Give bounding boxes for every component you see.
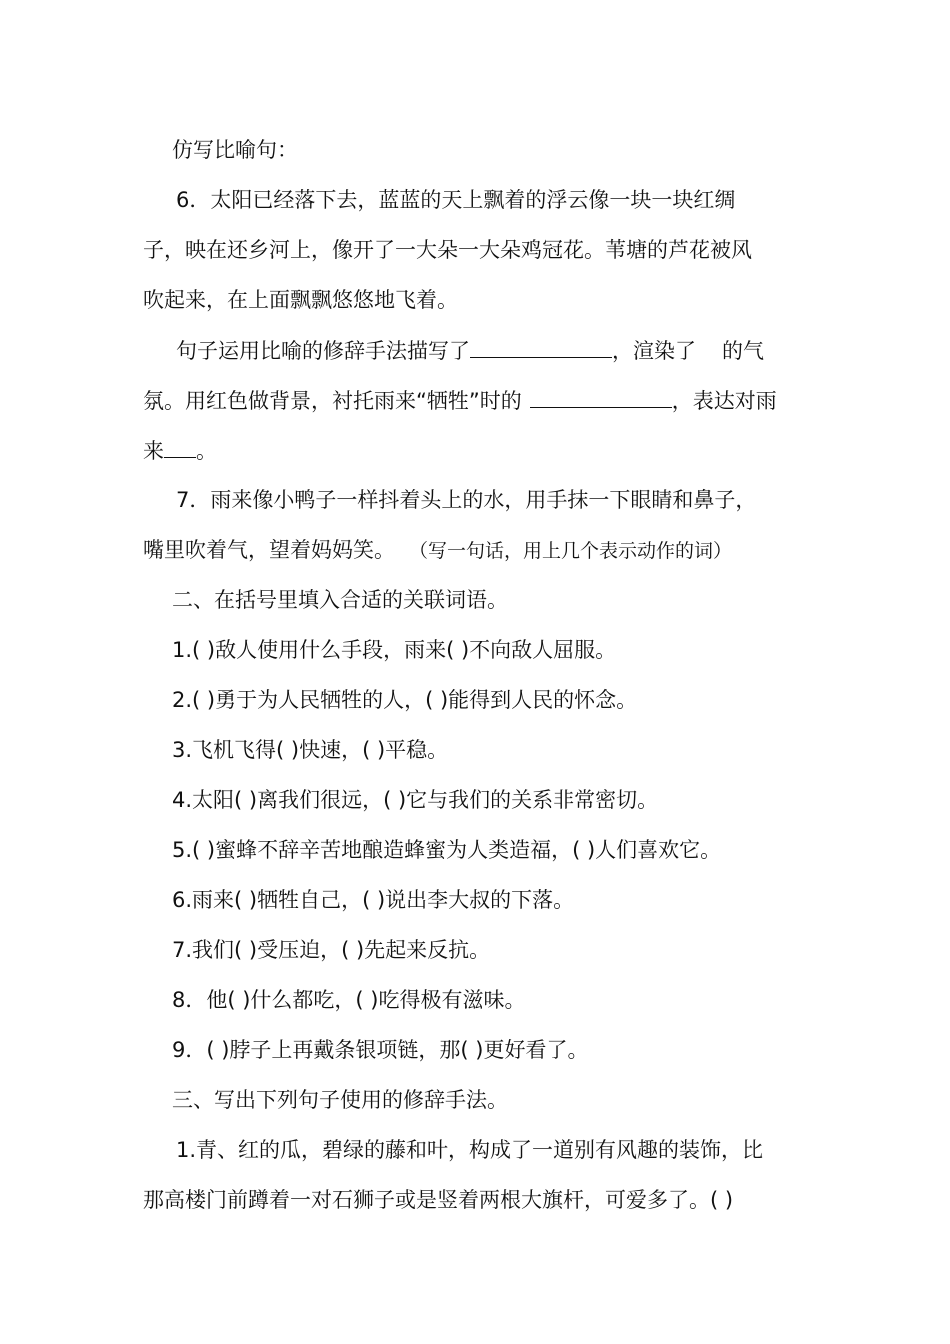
analysis-line-3 <box>143 435 813 466</box>
section-2-item: 4.太阳( )离我们很远，( )它与我们的关系非常密切。 <box>172 788 659 812</box>
answer-blank[interactable] <box>530 385 672 408</box>
section-3-item-1-line-1: 1.青、红的瓜，碧绿的藤和叶，构成了一道别有风趣的装饰，比 <box>176 1138 764 1162</box>
analysis-text: 。 <box>196 439 217 463</box>
analysis-text: 的气 <box>722 339 764 363</box>
analysis-text: ，渲染了 <box>612 339 696 363</box>
section-3-title: 三、写出下列句子使用的修辞手法。 <box>172 1088 508 1112</box>
section-2-item: 8．他( )什么都吃，( )吃得极有滋味。 <box>172 988 526 1012</box>
analysis-line-1 <box>176 335 846 366</box>
section-2-item: 3.飞机飞得( )快速，( )平稳。 <box>172 738 449 762</box>
section-2-item: 5.( )蜜蜂不辞辛苦地酿造蜂蜜为人类造福，( )人们喜欢它。 <box>172 838 722 862</box>
heading-imitate-metaphor: 仿写比喻句： <box>172 138 298 162</box>
analysis-text: ，表达对雨 <box>671 389 777 413</box>
analysis-line-2 <box>143 385 813 416</box>
question-7-line-2 <box>143 535 813 566</box>
section-2-title: 二、在括号里填入合适的关联词语。 <box>172 588 508 612</box>
section-2-item: 6.雨来( )牺牲自己，( )说出李大叔的下落。 <box>172 888 575 912</box>
analysis-text: 句子运用比喻的修辞手法描写了 <box>176 339 470 363</box>
question-7-note: （写一句话，用上几个表示动作的词） <box>409 540 733 562</box>
section-2-item: 1.( )敌人使用什么手段，雨来( )不向敌人屈服。 <box>172 638 617 662</box>
section-2-item: 7.我们( )受压迫，( )先起来反抗。 <box>172 938 491 962</box>
analysis-text: 来 <box>143 439 164 463</box>
section-2-item: 2.( )勇于为人民牺牲的人，( )能得到人民的怀念。 <box>172 688 638 712</box>
section-3-item-1-line-2: 那高楼门前蹲着一对石狮子或是竖着两根大旗杆，可爱多了。( ) <box>143 1188 734 1212</box>
answer-blank[interactable] <box>470 335 612 358</box>
answer-blank[interactable] <box>164 435 196 458</box>
section-2-item: 9．( )脖子上再戴条银项链，那( )更好看了。 <box>172 1038 589 1062</box>
question-6-line-2: 子，映在还乡河上，像开了一大朵一大朵鸡冠花。苇塘的芦花被风 <box>143 238 752 262</box>
question-6-line-1: 6．太阳已经落下去，蓝蓝的天上飘着的浮云像一块一块红绸 <box>176 188 736 212</box>
analysis-text: 氛。用红色做背景，衬托雨来“牺牲”时的 <box>143 389 522 413</box>
question-7-text: 嘴里吹着气，望着妈妈笑。 <box>143 538 395 562</box>
question-7-line-1: 7．雨来像小鸭子一样抖着头上的水，用手抹一下眼睛和鼻子， <box>176 488 757 512</box>
question-6-line-3: 吹起来，在上面飘飘悠悠地飞着。 <box>143 288 458 312</box>
